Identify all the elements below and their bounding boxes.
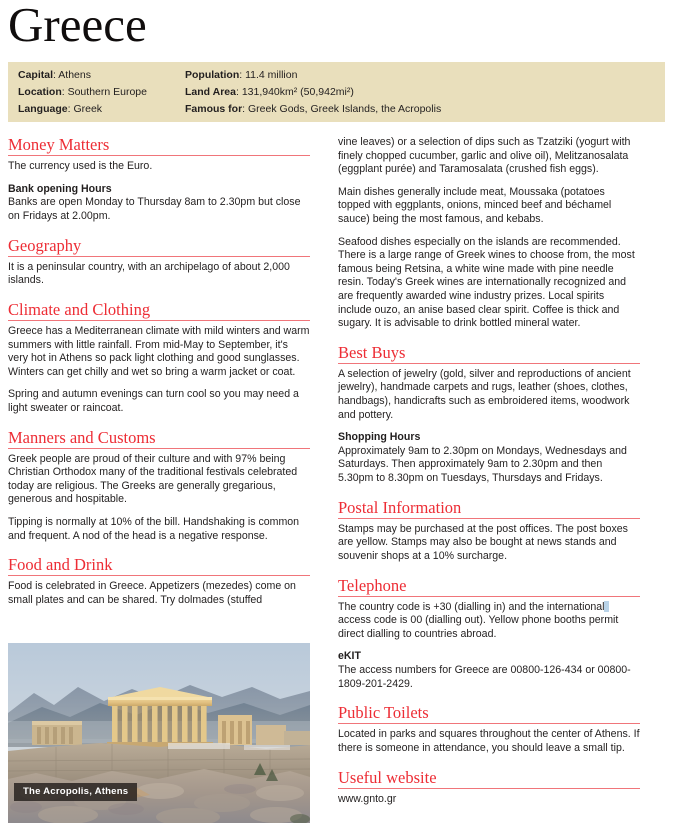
best-buys-paragraph-2: Approximately 9am to 2.30pm on Mondays, Wednesdays and Saturdays. Then approximately 9am to 2.30pm and then 5.30pm to 8.30pm on Tuesdays, Thursdays and Fridays. <box>338 444 627 485</box>
page-title: Greece <box>8 0 147 52</box>
manners-paragraph-2: Tipping is normally at 10% of the bill. Handshaking is common and frequent. A nod of the head is a negative response. <box>8 516 300 542</box>
fact-label-population: Population <box>185 69 240 81</box>
money-matters-paragraph-1: The currency used is the Euro. <box>8 160 153 173</box>
useful-website-url[interactable]: www.gnto.gr <box>338 792 397 805</box>
fact-label-famous-for: Famous for <box>185 103 243 115</box>
fact-value-capital: Athens <box>58 69 91 81</box>
left-content-column <box>8 136 310 617</box>
section-manners-and-customs <box>8 429 310 544</box>
fact-value-language: Greek <box>73 103 103 115</box>
section-food-and-drink <box>8 556 310 607</box>
photo-caption: The Acropolis, Athens <box>14 783 137 801</box>
section-postal-information <box>338 499 640 564</box>
best-buys-paragraph-1: A selection of jewelry (gold, silver and reproductions of ancient jewelry), handmade carpets and rugs, leather (shoes, clothes, handbags), handicrafts such as embroidered items, woodwork and pottery. <box>338 367 631 421</box>
fact-label-capital: Capital <box>18 69 54 81</box>
section-heading-money-matters: Money Matters <box>8 136 310 156</box>
food-continued-paragraph-1: vine leaves) or a selection of dips such as Tzatziki (yogurt with finely chopped cucumber, garlic and olive oil), Melitzanosalata (eggplant purée) and Taramosalata (crushed fish eggs). <box>338 136 631 176</box>
section-heading-public-toilets: Public Toilets <box>338 704 640 724</box>
fact-value-location: Southern Europe <box>67 86 147 98</box>
section-heading-useful-website: Useful website <box>338 769 640 789</box>
section-public-toilets <box>338 704 640 755</box>
section-heading-climate-and-clothing: Climate and Clothing <box>8 301 310 321</box>
fact-colon: : <box>67 103 74 115</box>
telephone-text-before-caret: The country code is +30 (dialling in) and the international <box>338 600 605 613</box>
fact-colon: : <box>239 69 246 81</box>
section-best-buys <box>338 344 640 486</box>
text-selection-caret[interactable] <box>604 601 609 612</box>
best-buys-subheading: Shopping Hours <box>338 431 421 444</box>
section-useful-website <box>338 769 640 807</box>
food-continued-paragraph-3: Seafood dishes especially on the islands are recommended. There is a large range of Greek wines to choose from, the most famous being Retsina, a white wine made with pine needle resin. Today's Greek wines are internationally recognized and are frequently awarded wine industry prizes. Local spirits include ouzo, an anise based clear spirit. Coffee is thick and sugary. It is advisable to drink bottled mineral water. <box>338 235 635 330</box>
section-geography <box>8 237 310 288</box>
climate-paragraph-1: Greece has a Mediterranean climate with mild winters and warm summers with little rainfall. From mid-May to September, it's very hot in Athens so pack light clothing and good sunglasses. Winters can get chilly and wet so bring a warm jacket or coat. <box>8 324 310 378</box>
food-continued-paragraph-2: Main dishes generally include meat, Moussaka (potatoes topped with eggplants, onions, minced beef and béchamel sauce) being the most famous, and kebabs. <box>338 185 612 225</box>
telephone-subheading-ekit: eKIT <box>338 650 361 663</box>
section-heading-geography: Geography <box>8 237 310 257</box>
fact-value-population: 11.4 million <box>245 69 298 81</box>
section-heading-food-and-drink: Food and Drink <box>8 556 310 576</box>
fact-label-location: Location <box>18 86 62 98</box>
telephone-paragraph-2: The access numbers for Greece are 00800-126-434 or 00800-1809-201-2429. <box>338 664 631 690</box>
fact-row-capital <box>18 67 147 84</box>
fact-row-location <box>18 84 147 101</box>
acropolis-photo <box>8 643 310 823</box>
fact-value-land-area: 131,940km² (50,942mi²) <box>241 86 354 98</box>
fact-colon: : <box>242 103 249 115</box>
section-heading-manners-and-customs: Manners and Customs <box>8 429 310 449</box>
section-heading-postal-information: Postal Information <box>338 499 640 519</box>
public-toilets-paragraph-1: Located in parks and squares throughout the center of Athens. If there is someone in attendance, you should leave a small tip. <box>338 728 640 754</box>
fact-row-population <box>185 67 441 84</box>
money-matters-subheading: Bank opening Hours <box>8 182 112 195</box>
telephone-paragraph-1 <box>338 601 640 642</box>
fact-row-land-area <box>185 84 441 101</box>
fact-row-famous-for <box>185 101 441 118</box>
fact-colon: : <box>53 69 59 81</box>
fact-box-left-column <box>18 67 147 118</box>
fact-label-language: Language <box>18 103 68 115</box>
section-heading-best-buys: Best Buys <box>338 344 640 364</box>
section-climate-and-clothing <box>8 301 310 416</box>
fact-colon: : <box>235 86 242 98</box>
fact-row-language <box>18 101 147 118</box>
money-matters-paragraph-2: Banks are open Monday to Thursday 8am to 2.30pm but close on Fridays at 2.00pm. <box>8 196 301 222</box>
right-content-column <box>338 136 640 815</box>
telephone-text-after-caret: access code is 00 (dialling out). Yellow phone booths permit direct dialling to countries abroad. <box>338 614 619 640</box>
fact-colon: : <box>61 86 68 98</box>
climate-paragraph-2: Spring and autumn evenings can turn cool so you may need a light sweater or raincoat. <box>8 388 299 414</box>
section-money-matters <box>8 136 310 224</box>
manners-paragraph-1: Greek people are proud of their culture and with 97% being Christian Orthodox many of the traditional festivals celebrated today are religious. The Greeks are generally gregarious, generous and hospitable. <box>8 452 298 506</box>
geography-paragraph-1: It is a peninsular country, with an archipelago of about 2,000 islands. <box>8 260 290 287</box>
fact-value-famous-for: Greek Gods, Greek Islands, the Acropolis <box>248 103 442 115</box>
section-heading-telephone: Telephone <box>338 577 640 597</box>
fact-box-right-column <box>185 67 441 118</box>
food-and-drink-paragraph-1: Food is celebrated in Greece. Appetizers (mezedes) come on small plates and can be shared. Try dolmades (stuffed <box>8 580 296 606</box>
section-telephone <box>338 577 640 692</box>
postal-paragraph-1: Stamps may be purchased at the post offices. The post boxes are yellow. Stamps may also be bought at news stands and souvenir shops at a 10% surcharge. <box>338 522 628 562</box>
country-fact-box <box>8 62 665 122</box>
section-food-and-drink-continued <box>338 136 640 331</box>
fact-label-land-area: Land Area <box>185 86 236 98</box>
